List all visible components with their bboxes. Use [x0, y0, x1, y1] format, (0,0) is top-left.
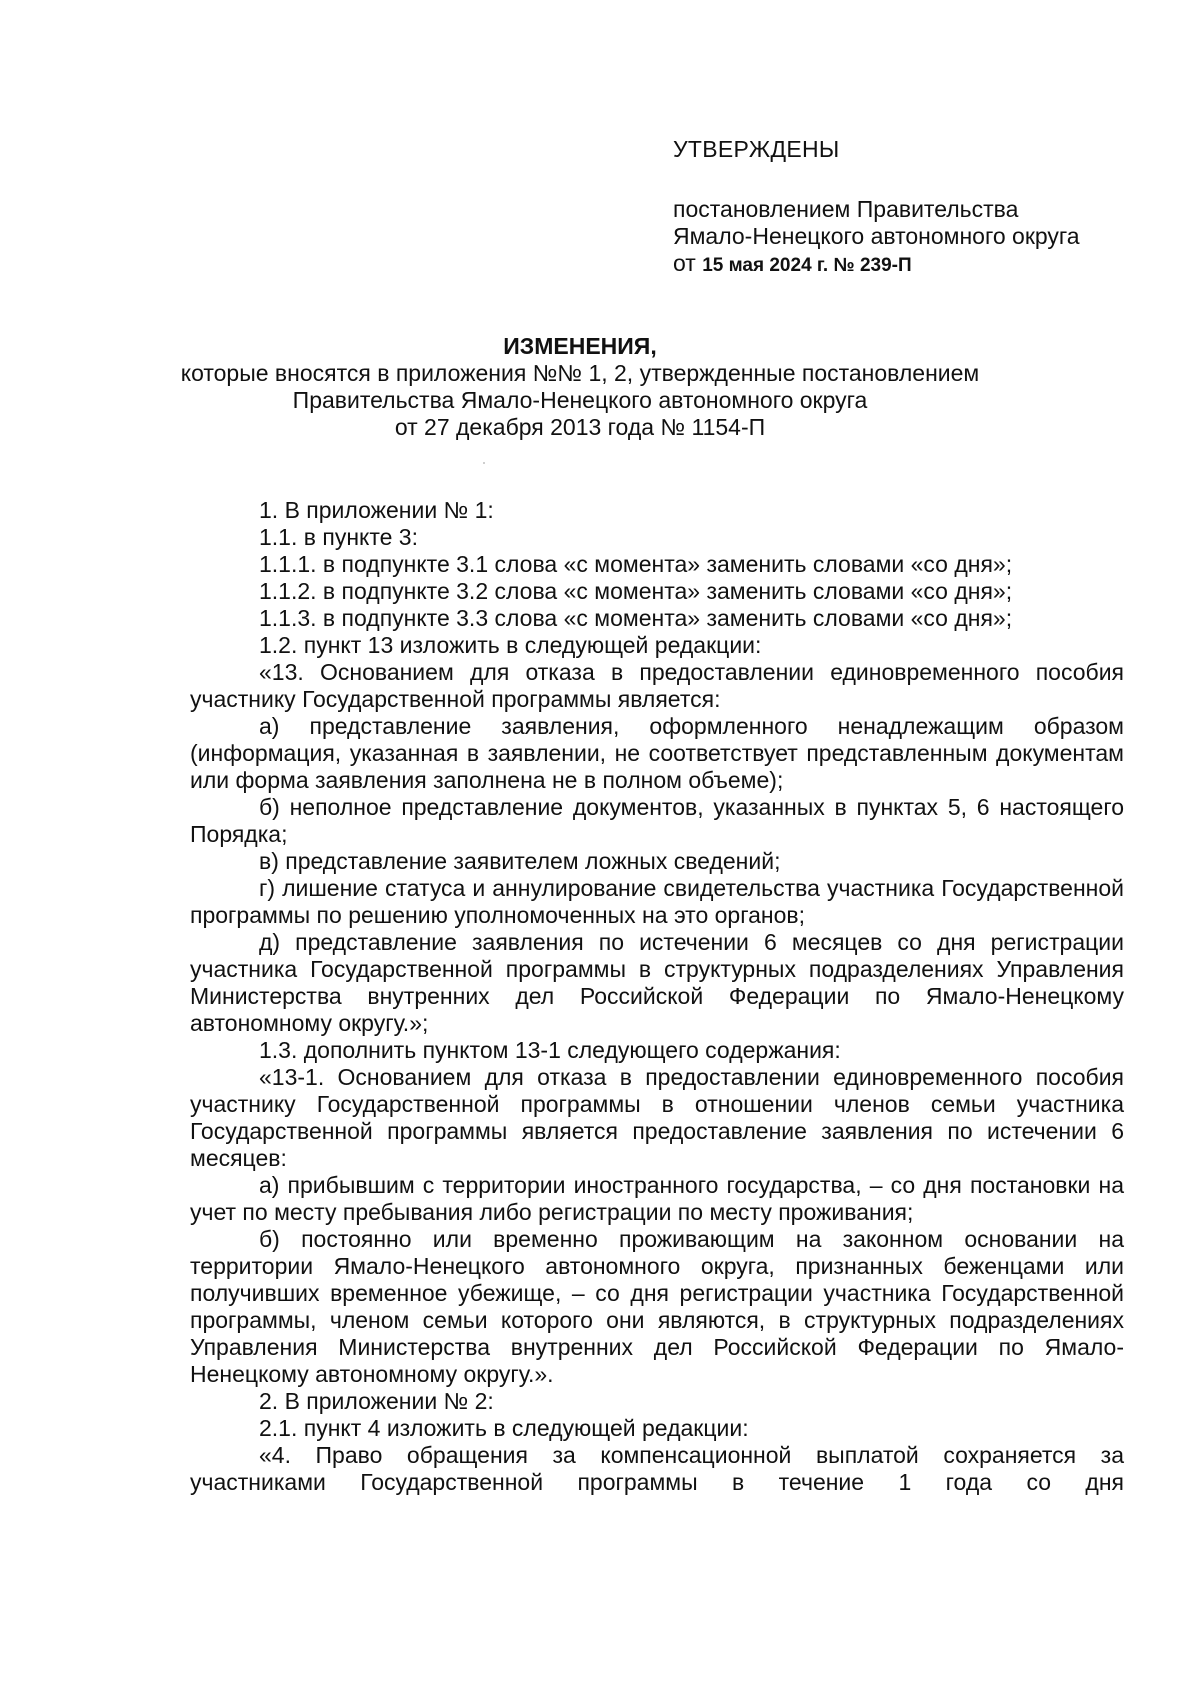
paragraph: 2.1. пункт 4 изложить в следующей редакции:: [259, 1415, 749, 1441]
document-heading: [130, 333, 1030, 441]
approval-date-prefix: от: [673, 250, 703, 276]
scan-speck: [483, 462, 485, 464]
approval-title: УТВЕРЖДЕНЫ: [673, 136, 840, 162]
paragraph: 1.1.3. в подпункте 3.3 слова «с момента» заменить словами «со дня»;: [259, 605, 1013, 631]
paragraph: 1.1.2. в подпункте 3.2 слова «с момента» заменить словами «со дня»;: [259, 578, 1013, 604]
approval-line-1: постановлением Правительства: [673, 196, 1019, 222]
paragraph: 1.1.1. в подпункте 3.1 слова «с момента» заменить словами «со дня»;: [259, 551, 1013, 577]
paragraph: «4. Право обращения за компенсационной выплатой сохраняется за участниками Государственной программы в течение 1 года со дня: [190, 1442, 1124, 1495]
paragraph: 2. В приложении № 2:: [259, 1388, 494, 1414]
paragraph: б) постоянно или временно проживающим на законном основании на территории Ямало-Ненецкого автономного округа, признанных беженцами или получивших временное убежище, – со дня регистрации участника Государственной программы, членом семьи которого они являются, в структурных подразделениях Управления Министерства внутренних дел Российской Федерации по Ямало-Ненецкому автономному округу.».: [190, 1226, 1124, 1387]
paragraph: 1.3. дополнить пунктом 13-1 следующего содержания:: [259, 1037, 841, 1063]
heading-line-1: которые вносятся в приложения №№ 1, 2, утвержденные постановлением: [180, 360, 980, 386]
paragraph: б) неполное представление документов, указанных в пунктах 5, 6 настоящего Порядка;: [190, 794, 1124, 847]
paragraph: 1.1. в пункте 3:: [259, 524, 418, 550]
paragraph: «13. Основанием для отказа в предоставлении единовременного пособия участнику Государственной программы является:: [190, 659, 1124, 712]
paragraph: а) представление заявления, оформленного ненадлежащим образом (информация, указанная в заявлении, не соответствует представленным документам или форма заявления заполнена не в полном объеме);: [190, 713, 1124, 793]
approval-date-number: 15 мая 2024 г. № 239-П: [702, 255, 912, 276]
paragraph: д) представление заявления по истечении 6 месяцев со дня регистрации участника Государственной программы в структурных подразделениях Управления Министерства внутренних дел Российской Федерации по Ямало-Ненецкому автономному округу.»;: [190, 929, 1124, 1036]
heading-line-3: от 27 декабря 2013 года № 1154-П: [394, 414, 766, 440]
heading-title: ИЗМЕНЕНИЯ,: [503, 333, 657, 359]
approval-line-2: Ямало-Ненецкого автономного округа: [673, 223, 1080, 249]
document-body: [190, 497, 1124, 1496]
paragraph: в) представление заявителем ложных сведений;: [259, 848, 781, 874]
paragraph: «13-1. Основанием для отказа в предоставлении единовременного пособия участнику Государственной программы в отношении членов семьи участника Государственной программы является предоставление заявления по истечении 6 месяцев:: [190, 1064, 1124, 1171]
approval-date: [673, 250, 1173, 279]
paragraph: 1. В приложении № 1:: [259, 497, 494, 523]
paragraph: г) лишение статуса и аннулирование свидетельства участника Государственной программы по решению уполномоченных на это органов;: [190, 875, 1124, 928]
paragraph: а) прибывшим с территории иностранного государства, – со дня постановки на учет по месту пребывания либо регистрации по месту проживания;: [190, 1172, 1124, 1225]
approval-stamp: [673, 136, 1173, 279]
paragraph: 1.2. пункт 13 изложить в следующей редакции:: [259, 632, 762, 658]
heading-line-2: Правительства Ямало-Ненецкого автономного округа: [292, 387, 868, 413]
